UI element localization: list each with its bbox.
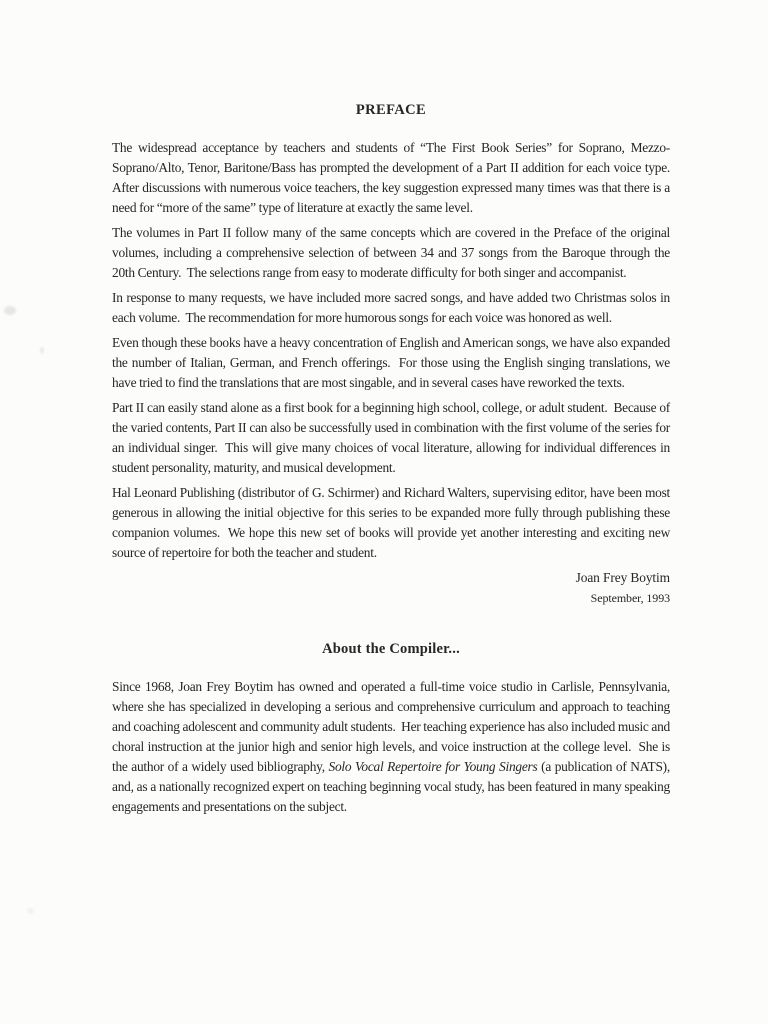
preface-title: PREFACE <box>355 102 427 118</box>
preface-paragraph-2: The volumes in Part II follow many of the same concepts which are covered in the Preface of the original volumes, including a comprehensive selection of between 34 and 37 songs from the Baroque through the 20th Century. The selections range from easy to moderate difficulty for both singer and accompanist. <box>112 225 673 280</box>
text-block <box>112 0 676 822</box>
signature-date: September, 1993 <box>590 591 670 605</box>
about-book-title-italic: Solo Vocal Repertoire for Young Singers <box>328 759 538 774</box>
about-compiler-paragraph <box>112 677 673 817</box>
scan-speck-artifact <box>40 347 44 354</box>
preface-paragraph-1: The widespread acceptance by teachers and students of “The First Book Series” for Soprano, Mezzo-Soprano/Alto, Tenor, Baritone/Bass has prompted the development of a Part II addition for each voice type. After discussions with numerous voice teachers, the key suggestion expressed many times was that there is a need for “more of the same” type of literature at exactly the same level. <box>112 140 676 215</box>
preface-paragraph-5: Part II can easily stand alone as a first book for a beginning high school, college, or adult student. Because of the varied contents, Part II can also be successfully used in combination with the first volume of the series for an individual singer. This will give many choices of vocal literature, allowing for individual differences in student personality, maturity, and musical development. <box>112 400 673 475</box>
about-compiler-heading: About the Compiler... <box>322 641 460 657</box>
signature-block <box>112 568 670 608</box>
scan-speck-artifact <box>4 306 16 315</box>
preface-paragraph-4: Even though these books have a heavy concentration of English and American songs, we have also expanded the number of Italian, German, and French offerings. For those using the English singing translations, we have tried to find the translations that are most singable, and in several cases have reworked the texts. <box>112 335 673 390</box>
about-text-after-italic: (a publication of NATS), and, as a nationally recognized expert on teaching beginning vocal study, has been featured in many speaking engagements and presentations on the subject. <box>112 759 673 814</box>
preface-paragraph-6: Hal Leonard Publishing (distributor of G. Schirmer) and Richard Walters, supervising editor, have been most generous in allowing the initial objective for this series to be expanded more fully through publishing these companion volumes. We hope this new set of books will provide yet another interesting and exciting new source of repertoire for both the teacher and student. <box>112 485 673 560</box>
preface-paragraph-3: In response to many requests, we have included more sacred songs, and have added two Christmas solos in each volume. The recommendation for more humorous songs for each voice was honored as well. <box>112 290 673 325</box>
about-text-before-italic: Since 1968, Joan Frey Boytim has owned and operated a full-time voice studio in Carlisle, Pennsylvania, where she has specialized in developing a serious and comprehensive curriculum and approach to teaching and coaching adolescent and community adult students. Her teaching experience has also included music and choral instruction at the junior high and senior high levels, and voice instruction at the college level. She is the author of a widely used bibliography, <box>112 679 673 774</box>
scan-speck-artifact <box>27 908 34 914</box>
signature-name: Joan Frey Boytim <box>575 570 670 585</box>
